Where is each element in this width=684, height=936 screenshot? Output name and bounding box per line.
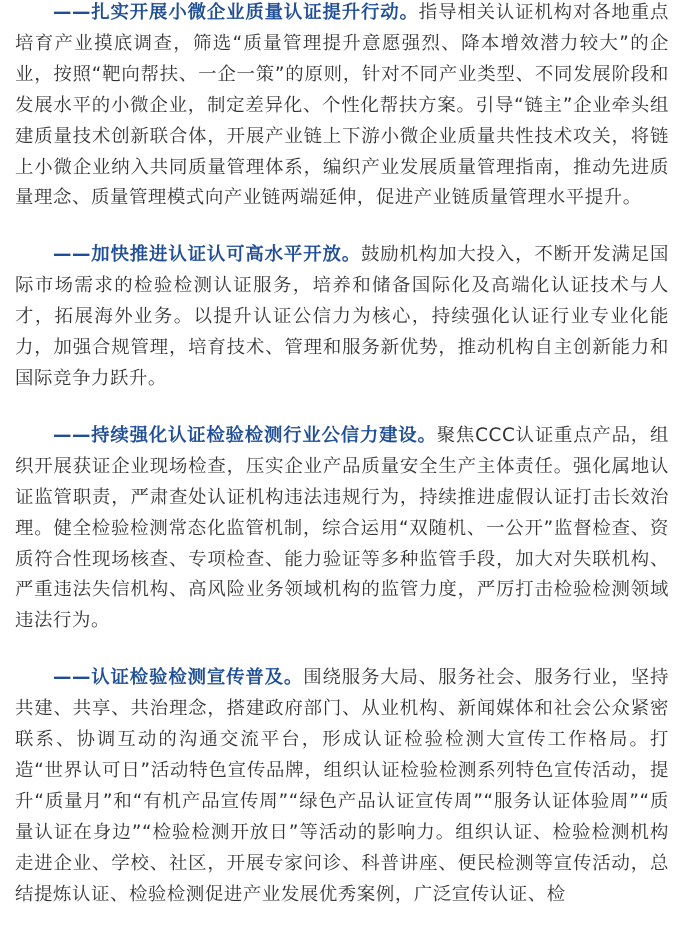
paragraph-text: 聚焦CCC认证重点产品，组织开展获证企业现场检查，压实企业产品质量安全生产主体责任。强化属地认证监管职责，严肃查处认证机构违法违规行为，持续推进虚假认证打击长效治理。健全检验检测常态化监管机制，综合运用“双随机、一公开”监督检查、资质符合性现场核查、专项检查、能力验证等多种监管手段，加大对失联机构、严重违法失信机构、高风险业务领域机构的监管力度，严厉打击检验检测领域违法行为。	[15, 424, 669, 632]
paragraph-heading: ——扎实开展小微企业质量认证提升行动。	[53, 2, 419, 23]
paragraph-text: 指导相关认证机构对各地重点培育产业摸底调查，筛选“质量管理提升意愿强烈、降本增效潜力较大”的企业，按照“靶向帮扶、一企一策”的原则，针对不同产业类型、不同发展阶段和发展水平的小微企业，制定差异化、个性化帮扶方案。引导“链主”企业牵头组建质量技术创新联合体，开展产业链上下游小微企业质量共性技术攻关，将链上小微企业纳入共同质量管理体系，编织产业发展质量管理指南，推动先进质量理念、质量管理模式向产业链两端延伸，促进产业链质量管理水平提升。	[15, 2, 669, 209]
paragraph-heading: ——认证检验检测宣传普及。	[53, 667, 304, 689]
paragraph-credibility-building	[15, 421, 669, 637]
paragraph-heading: ——持续强化认证检验检测行业公信力建设。	[53, 424, 437, 446]
paragraph-heading: ——加快推进认证认可高水平开放。	[53, 244, 361, 266]
paragraph-small-enterprise-certification	[15, 0, 669, 214]
paragraph-high-level-opening	[15, 240, 669, 395]
paragraph-publicity	[15, 663, 669, 910]
paragraph-text: 围绕服务大局、服务社会、服务行业，坚持共建、共享、共治理念，搭建政府部门、从业机构、新闻媒体和社会公众紧密联系、协调互动的沟通交流平台，形成认证检验检测大宣传工作格局。打造“世界认可日”活动特色宣传品牌，组织认证检验检测系列特色宣传活动，提升“质量月”和“有机产品宣传周”“绿色产品认证宣传周”“服务认证体验周”“质量认证在身边”“检验检测开放日”等活动的影响力。组织认证、检验检测机构走进企业、学校、社区，开展专家问诊、科普讲座、便民检测等宣传活动，总结提炼认证、检验检测促进产业发展优秀案例，广泛宣传认证、检	[15, 667, 669, 905]
paragraph-text: 鼓励机构加大投入，不断开发满足国际市场需求的检验检测认证服务，培养和储备国际化及高端化认证技术与人才，拓展海外业务。以提升认证公信力为核心，持续强化认证行业专业化能力，加强合规管理，培育技术、管理和服务新优势，推动机构自主创新能力和国际竞争力跃升。	[15, 244, 669, 389]
article-body	[15, 0, 669, 936]
